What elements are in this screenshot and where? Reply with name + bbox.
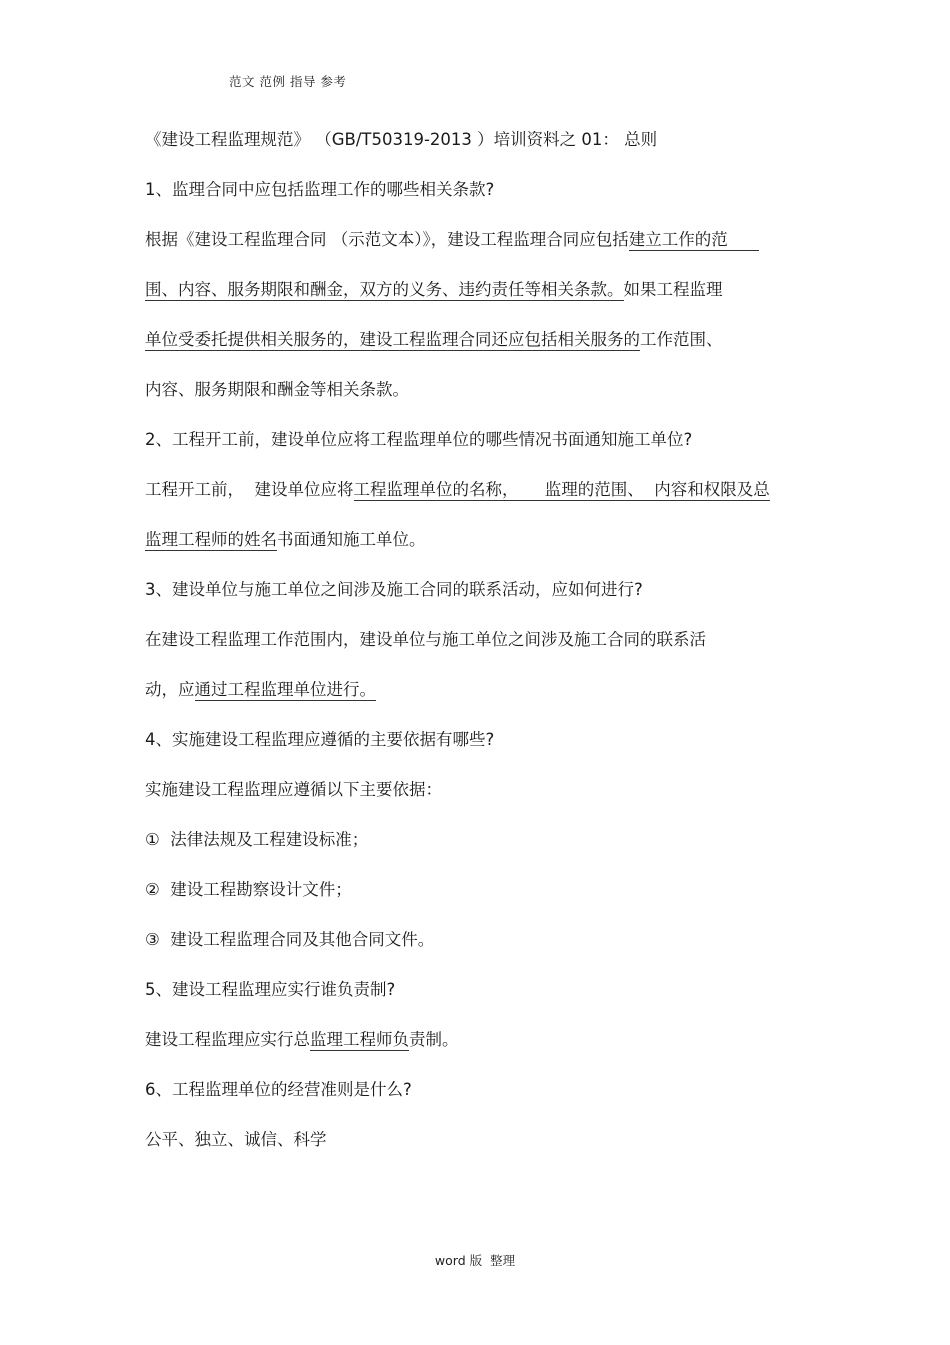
underlined-text: 监理工程师负	[310, 1030, 409, 1049]
answer-3-line-1: 在建设工程监理工作范围内，建设单位与施工单位之间涉及施工合同的联系活	[145, 630, 706, 649]
question-1: 1、监理合同中应包括监理工作的哪些相关条款?	[145, 180, 495, 199]
answer-text: 书面通知施工单位。	[277, 530, 426, 549]
answer-1-line-1	[145, 229, 759, 251]
answer-text: 责制。	[409, 1030, 459, 1049]
answer-3-line-2	[145, 679, 376, 701]
question-4: 4、实施建设工程监理应遵循的主要依据有哪些?	[145, 730, 495, 749]
answer-5-line-1	[145, 1029, 459, 1051]
question-2: 2、工程开工前，建设单位应将工程监理单位的哪些情况书面通知施工单位?	[145, 430, 693, 449]
answer-text: 如果工程监理	[623, 280, 723, 299]
list-item: ③ 建设工程监理合同及其他合同文件。	[145, 930, 435, 949]
answer-text: 建设工程监理应实行总	[145, 1030, 310, 1049]
document-title: 《建设工程监理规范》 （GB/T50319-2013 ）培训资料之 01： 总则	[145, 130, 658, 149]
answer-6: 公平、独立、诚信、科学	[145, 1130, 327, 1149]
underlined-text: 建立工作的范	[628, 230, 760, 249]
list-item: ① 法律法规及工程建设标准；	[145, 830, 369, 849]
page-footer: word 版 整理	[434, 1253, 516, 1268]
question-3: 3、建设单位与施工单位之间涉及施工合同的联系活动，应如何进行?	[145, 580, 643, 599]
answer-text: 动，应	[145, 680, 195, 699]
answer-1-line-2	[145, 279, 723, 301]
answer-text: 根据《建设工程监理合同 （示范文本）》，建设工程监理合同应包括	[145, 230, 629, 249]
question-5: 5、建设工程监理应实行谁负责制?	[145, 980, 396, 999]
question-6: 6、工程监理单位的经营准则是什么?	[145, 1080, 412, 1099]
underlined-text: 围、内容、服务期限和酬金，双方的义务、违约责任等相关条款。	[145, 280, 624, 299]
answer-2-line-1	[145, 479, 770, 501]
underlined-text: 工程监理单位的名称， 监理的范围、 内容和权限及总	[353, 480, 770, 499]
answer-1-line-4: 内容、服务期限和酬金等相关条款。	[145, 380, 409, 399]
answer-4-intro: 实施建设工程监理应遵循以下主要依据：	[145, 780, 442, 799]
answer-2-line-2	[145, 529, 426, 551]
page-header: 范文 范例 指导 参考	[229, 74, 347, 89]
answer-1-line-3	[145, 329, 723, 351]
answer-text: 工程开工前， 建设单位应将	[145, 480, 354, 499]
underlined-text: 单位受委托提供相关服务的，建设工程监理合同还应包括相关服务的	[145, 330, 640, 349]
underlined-text: 通过工程监理单位进行。	[194, 680, 376, 699]
underlined-text: 监理工程师的姓名	[145, 530, 277, 549]
list-item: ② 建设工程勘察设计文件；	[145, 880, 352, 899]
answer-text: 工作范围、	[640, 330, 723, 349]
